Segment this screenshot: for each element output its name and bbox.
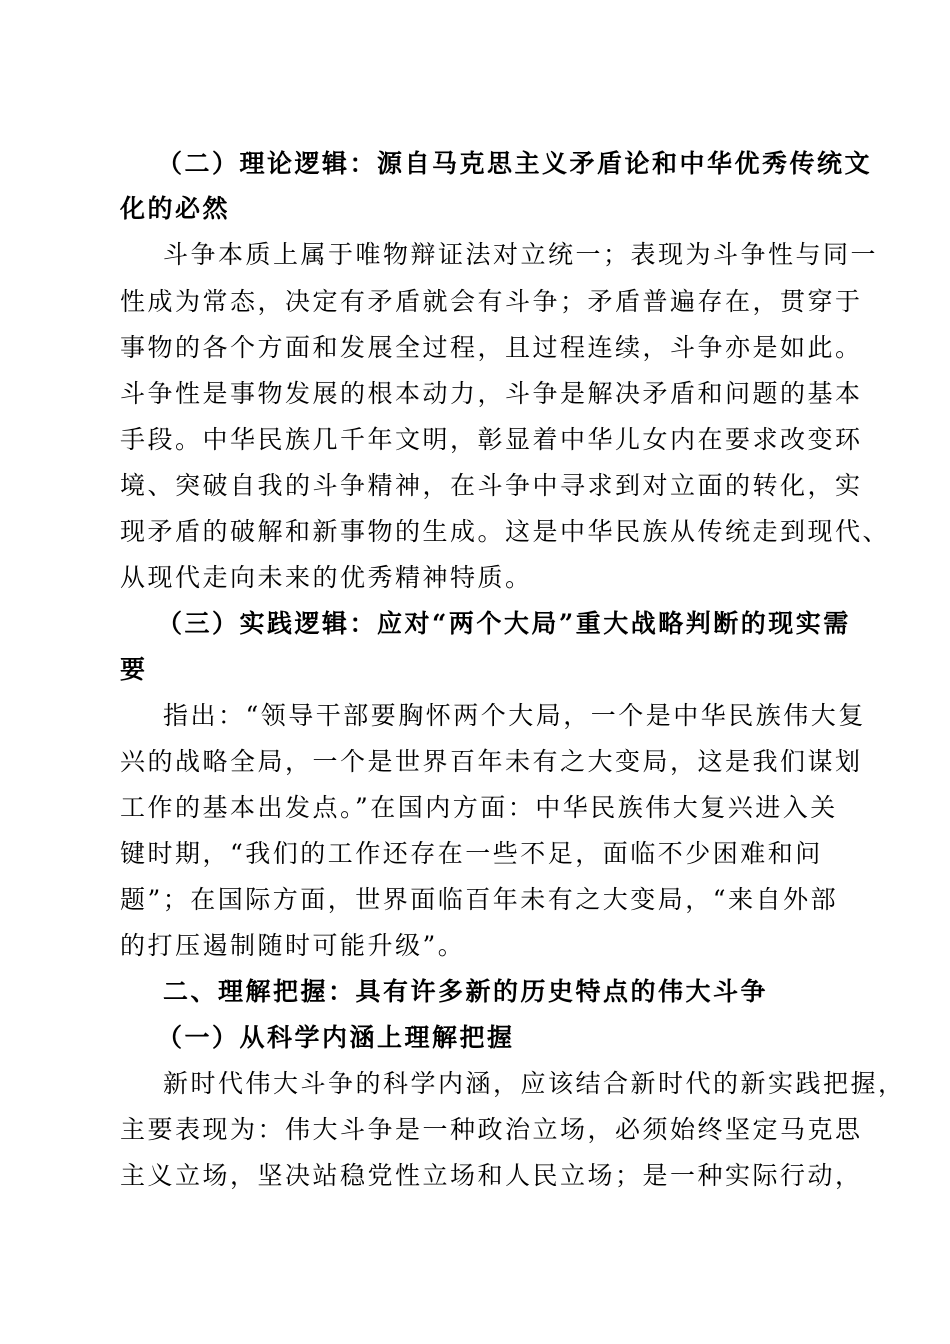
paragraph-line: 性成为常态，决定有矛盾就会有斗争；矛盾普遍存在，贯穿于 [120,287,863,316]
paragraph-line: 兴的战略全局，一个是世界百年未有之大变局，这是我们谋划 [120,747,863,776]
section-heading-line: 要 [120,655,148,684]
section-heading-line: （一）从科学内涵上理解把握 [157,1023,515,1052]
paragraph-line: 主义立场，坚决站稳党性立场和人民立场；是一种实际行动， [120,1161,863,1190]
paragraph-line: 指出：“领导干部要胸怀两个大局，一个是中华民族伟大复 [163,701,866,730]
paragraph-line: 新时代伟大斗争的科学内涵，应该结合新时代的新实践把握， [163,1069,906,1098]
section-heading-line: 化的必然 [120,194,231,223]
paragraph-line: 工作的基本出发点。”在国内方面：中华民族伟大复兴进入关 [120,793,838,822]
paragraph-line: 的打压遏制随时可能升级”。 [120,931,466,960]
paragraph-line: 事物的各个方面和发展全过程，且过程连续，斗争亦是如此。 [120,333,863,362]
section-heading-line: （二）理论逻辑：源自马克思主义矛盾论和中华优秀传统文 [157,149,873,178]
paragraph-line: 主要表现为：伟大斗争是一种政治立场，必须始终坚定马克思 [120,1115,863,1144]
section-heading-line: （三）实践逻辑：应对“两个大局”重大战略判断的现实需 [157,609,851,638]
paragraph-line: 手段。中华民族几千年文明，彰显着中华儿女内在要求改变环 [120,425,863,454]
paragraph-line: 现矛盾的破解和新事物的生成。这是中华民族从传统走到现代、 [120,517,891,546]
chapter-heading: 二、理解把握：具有许多新的历史特点的伟大斗争 [163,977,769,1006]
paragraph-line: 斗争本质上属于唯物辩证法对立统一；表现为斗争性与同一 [163,240,879,269]
paragraph-line: 斗争性是事物发展的根本动力，斗争是解决矛盾和问题的基本 [120,379,863,408]
paragraph-line: 键时期，“我们的工作还存在一些不足，面临不少困难和问 [120,839,823,868]
paragraph-line: 从现代走向未来的优秀精神特质。 [120,563,533,592]
paragraph-line: 题”；在国际方面，世界面临百年未有之大变局，“来自外部 [120,885,839,914]
paragraph-line: 境、突破自我的斗争精神，在斗争中寻求到对立面的转化，实 [120,471,863,500]
